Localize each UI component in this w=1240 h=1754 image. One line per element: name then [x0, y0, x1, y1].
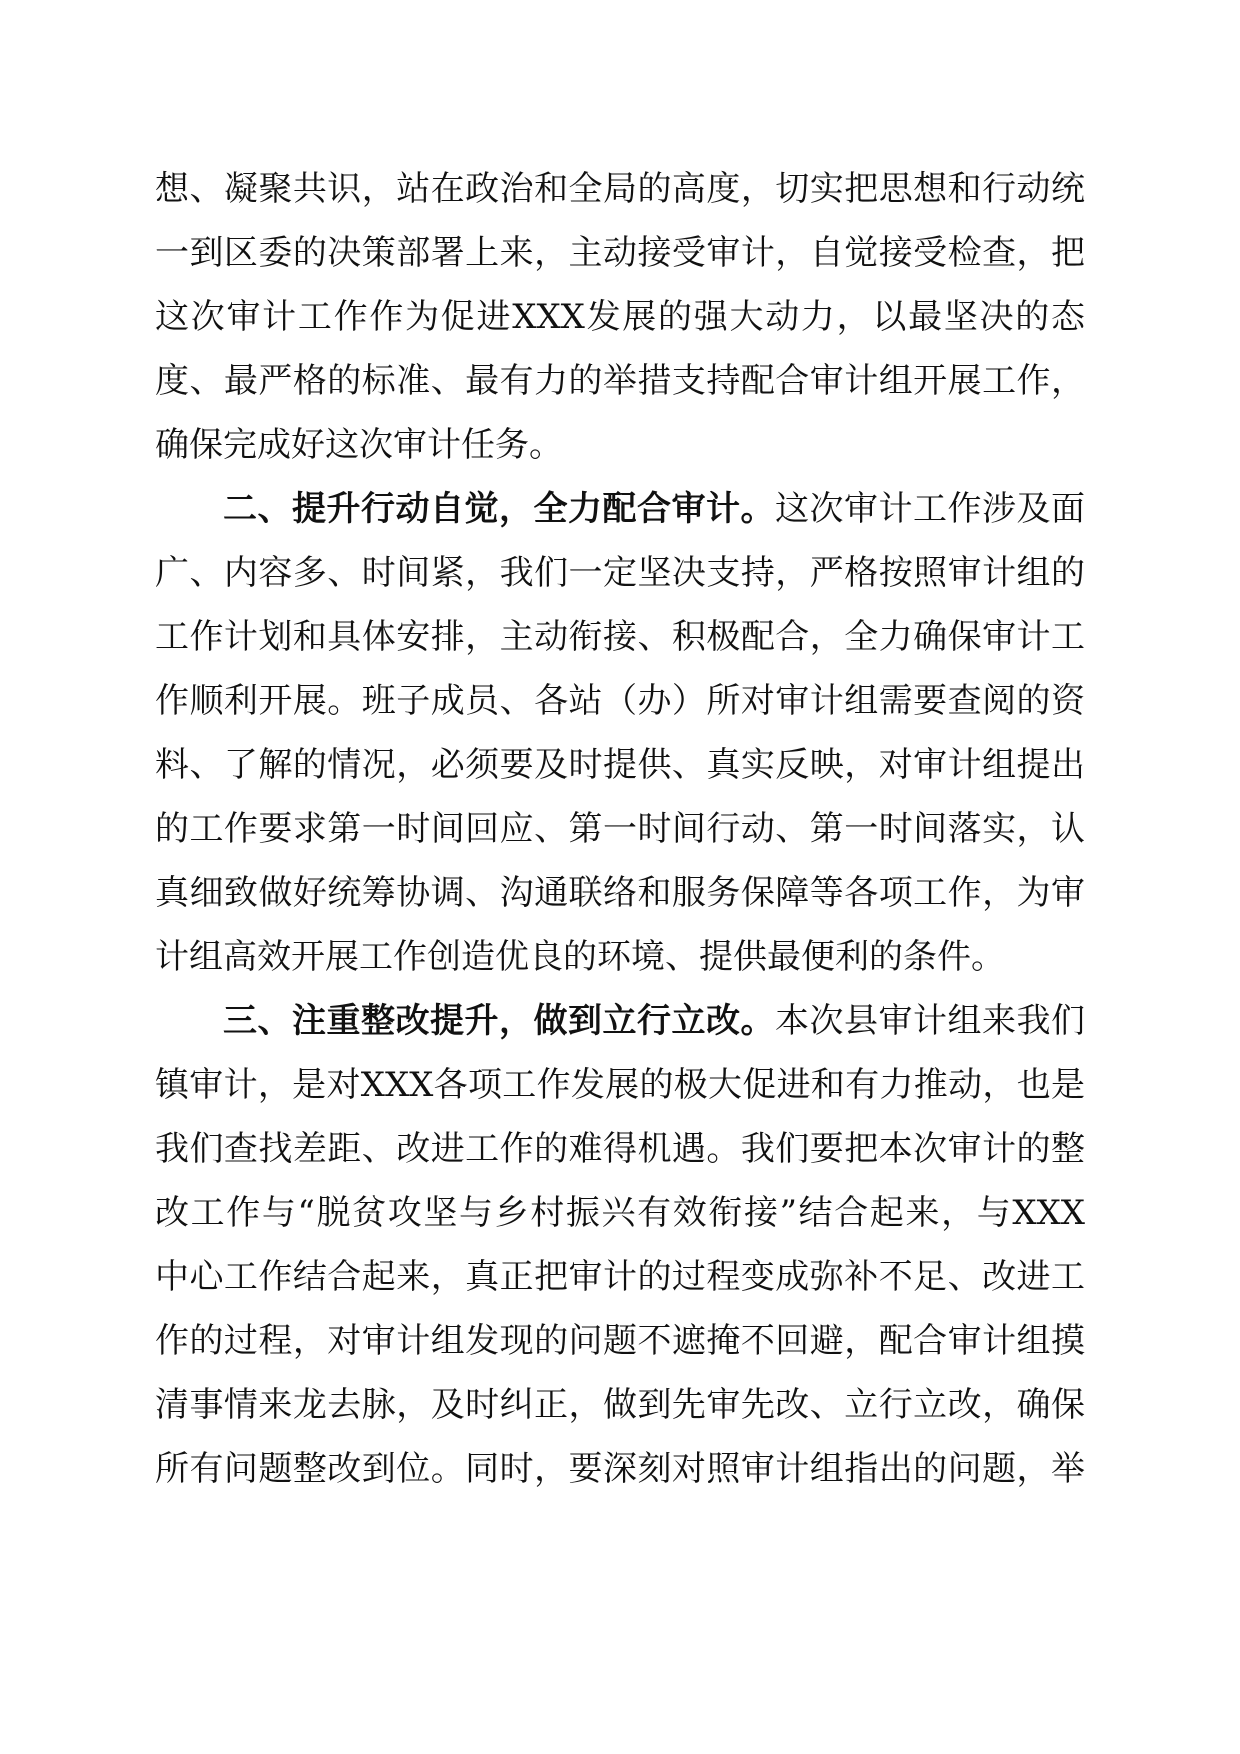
paragraph-3-line-8: 所有问题整改到位。同时，要深刻对照审计组指出的问题，举 [155, 1449, 1085, 1489]
paragraph-3-line-4: 改工作与“脱贫攻坚与乡村振兴有效衔接”结合起来，与XXX [155, 1193, 1085, 1233]
paragraph-1-line-3: 这次审计工作作为促进XXX发展的强大动力，以最坚决的态 [155, 297, 1085, 337]
paragraph-2-first-line-text: 这次审计工作涉及面 [775, 489, 1085, 529]
paragraph-1-line-1: 想、凝聚共识，站在政治和全局的高度，切实把思想和行动统 [155, 169, 1085, 209]
paragraph-2-heading: 二、提升行动自觉，全力配合审计。 [223, 489, 775, 529]
paragraph-3-line-1 [223, 989, 1085, 1053]
paragraph-1-line-2: 一到区委的决策部署上来，主动接受审计，自觉接受检查，把 [155, 233, 1085, 273]
paragraph-1-line-5: 确保完成好这次审计任务。 [155, 425, 563, 465]
paragraph-3-line-7: 清事情来龙去脉，及时纠正，做到先审先改、立行立改，确保 [155, 1385, 1085, 1425]
paragraph-3-line-6: 作的过程，对审计组发现的问题不遮掩不回避，配合审计组摸 [155, 1321, 1085, 1361]
paragraph-3-line-5: 中心工作结合起来，真正把审计的过程变成弥补不足、改进工 [155, 1257, 1085, 1297]
paragraph-2-line-3: 工作计划和具体安排，主动衔接、积极配合，全力确保审计工 [155, 617, 1085, 657]
paragraph-2-line-8: 计组高效开展工作创造优良的环境、提供最便利的条件。 [155, 937, 1005, 977]
paragraph-3-line-2: 镇审计，是对XXX各项工作发展的极大促进和有力推动，也是 [155, 1065, 1085, 1105]
paragraph-2-line-2: 广、内容多、时间紧，我们一定坚决支持，严格按照审计组的 [155, 553, 1085, 593]
paragraph-3-first-line-text: 本次县审计组来我们 [775, 1001, 1085, 1041]
paragraph-3-heading: 三、注重整改提升，做到立行立改。 [223, 1001, 775, 1041]
paragraph-2-line-4: 作顺利开展。班子成员、各站（办）所对审计组需要查阅的资 [155, 681, 1085, 721]
paragraph-1-line-4: 度、最严格的标准、最有力的举措支持配合审计组开展工作， [155, 361, 1085, 401]
paragraph-3-line-3: 我们查找差距、改进工作的难得机遇。我们要把本次审计的整 [155, 1129, 1085, 1169]
paragraph-2-line-5: 料、了解的情况，必须要及时提供、真实反映，对审计组提出 [155, 745, 1085, 785]
paragraph-2-line-1 [223, 477, 1085, 541]
paragraph-2-line-7: 真细致做好统筹协调、沟通联络和服务保障等各项工作，为审 [155, 873, 1085, 913]
paragraph-2-line-6: 的工作要求第一时间回应、第一时间行动、第一时间落实，认 [155, 809, 1085, 849]
